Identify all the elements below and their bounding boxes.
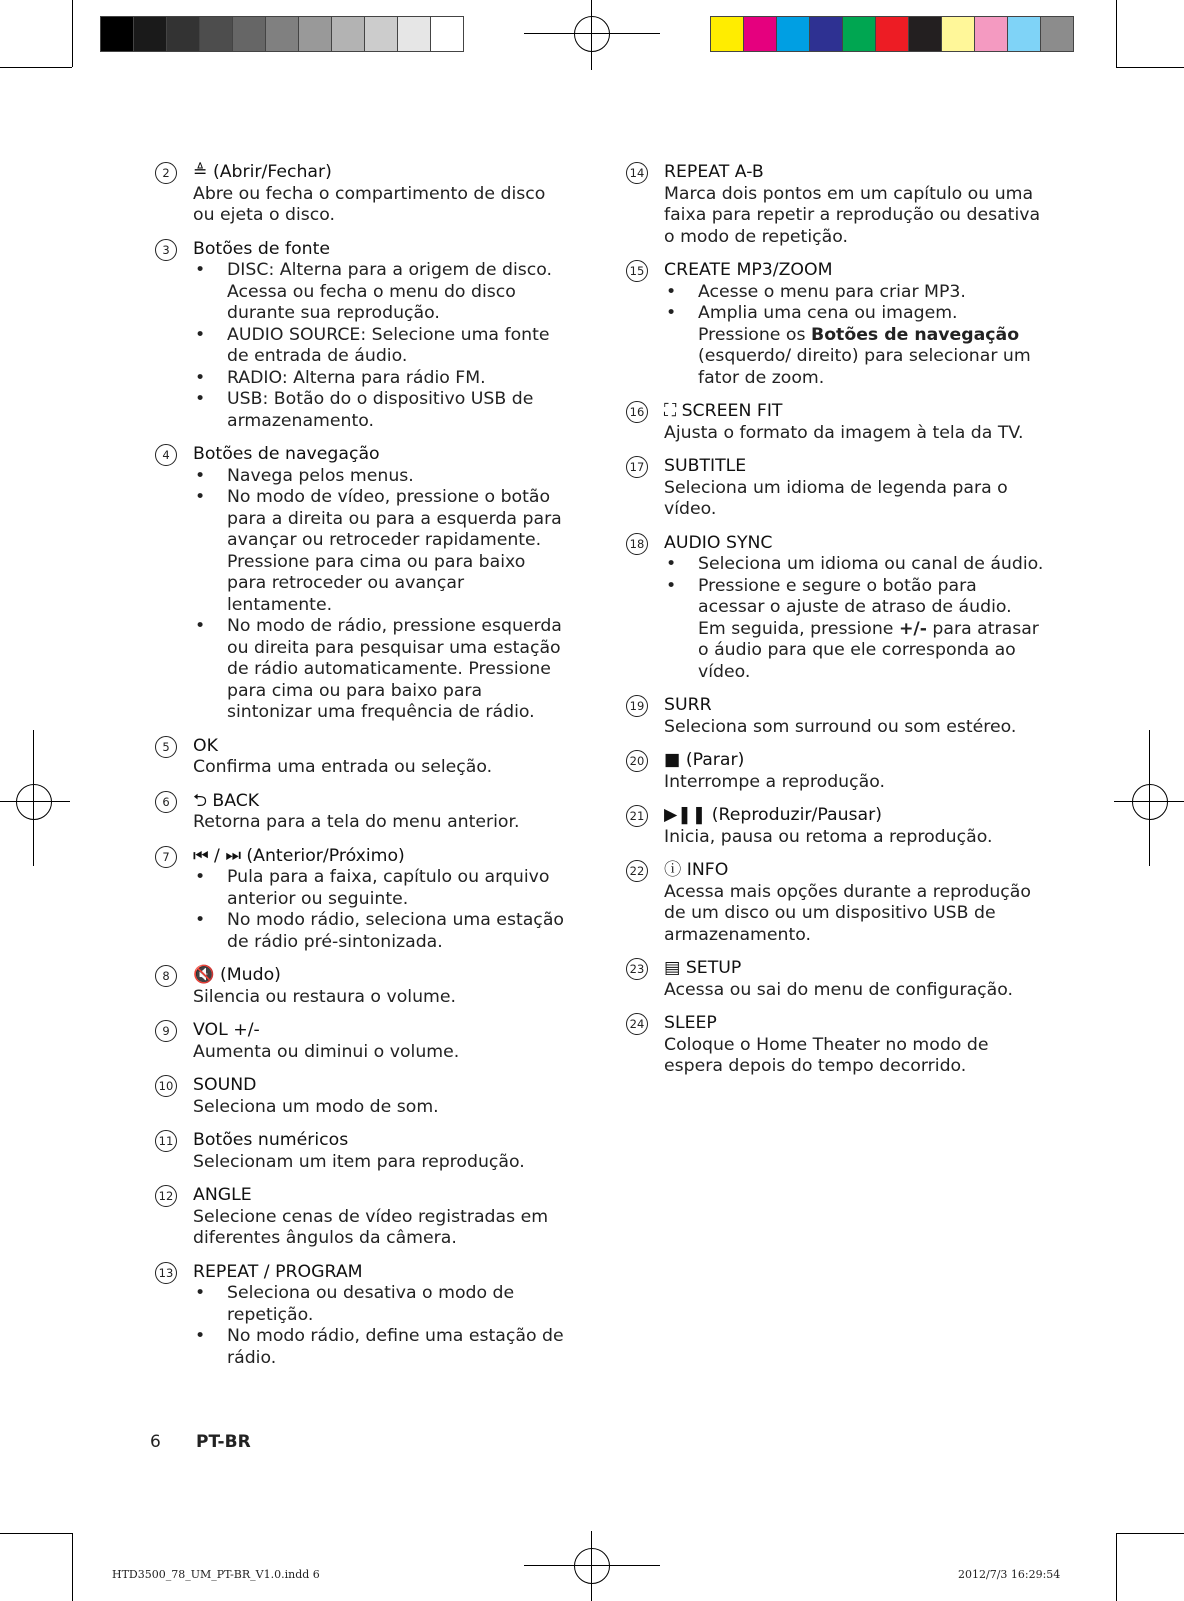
item-title: Botões de fonte bbox=[193, 238, 331, 259]
color-swatch bbox=[843, 17, 876, 51]
key-term: Botões de navegação bbox=[811, 324, 1020, 345]
list-item: • No modo rádio, define uma estação de rádio. bbox=[193, 1326, 568, 1369]
gray-swatch bbox=[332, 17, 365, 51]
item-title: ▶❚❚ (Reproduzir/Pausar) bbox=[664, 805, 882, 825]
item-title: ⛶ SCREEN FIT bbox=[664, 401, 783, 421]
item-description: Silencia ou restaura o volume. bbox=[193, 986, 457, 1007]
bullet-list bbox=[193, 260, 568, 432]
color-swatch bbox=[810, 17, 843, 51]
color-swatch bbox=[1008, 17, 1041, 51]
gray-swatch bbox=[398, 17, 431, 51]
item-number: 5 bbox=[155, 736, 177, 758]
crop-mark bbox=[524, 33, 660, 34]
bullet-list bbox=[193, 466, 568, 724]
item-surr bbox=[629, 695, 1044, 738]
list-item: • No modo de vídeo, pressione o botão para a direita ou para a esquerda para avançar ou retroceder rapidamente. Pressione para cima ou para baixo para retroceder ou avançar lentamente. bbox=[193, 487, 568, 616]
item-number: 3 bbox=[155, 239, 177, 261]
item-number: 6 bbox=[155, 791, 177, 813]
crop-mark bbox=[1116, 67, 1184, 68]
item-description: Seleciona som surround ou som estéreo. bbox=[664, 716, 1017, 737]
gray-swatch bbox=[200, 17, 233, 51]
list-item: • Acesse o menu para criar MP3. bbox=[664, 282, 1044, 304]
item-mute bbox=[162, 965, 568, 1008]
item-description: Abre ou fecha o compartimento de disco ou ejeta o disco. bbox=[193, 183, 546, 225]
item-open-close bbox=[162, 162, 568, 227]
item-number: 12 bbox=[155, 1185, 177, 1207]
key-term: AUDIO SOURCE bbox=[227, 324, 361, 345]
list-item: • No modo de rádio, pressione esquerda ou direita para pesquisar uma estação de rádio automaticamente. Pressione para cima ou para baixo para sintonizar uma frequência de rádio. bbox=[193, 616, 568, 724]
item-title: VOL +/- bbox=[193, 1020, 260, 1040]
item-title: ■ (Parar) bbox=[664, 750, 745, 770]
item-back bbox=[162, 790, 568, 834]
item-description: Selecione cenas de vídeo registradas em diferentes ângulos da câmera. bbox=[193, 1206, 549, 1248]
color-swatch bbox=[711, 17, 744, 51]
bullet-list bbox=[193, 1283, 568, 1369]
item-description: Marca dois pontos em um capítulo ou uma faixa para repetir a reprodução ou desativa o modo de repetição. bbox=[664, 183, 1041, 247]
crop-mark bbox=[1116, 0, 1117, 67]
registration-mark-icon bbox=[16, 784, 52, 820]
item-title: REPEAT / PROGRAM bbox=[193, 1261, 363, 1282]
gray-swatch bbox=[299, 17, 332, 51]
item-number: 22 bbox=[626, 860, 648, 882]
grayscale-bar bbox=[100, 16, 464, 52]
color-swatch bbox=[975, 17, 1008, 51]
item-number: 16 bbox=[626, 401, 648, 423]
crop-mark bbox=[591, 0, 592, 70]
item-title: 🔇 (Mudo) bbox=[193, 965, 281, 985]
bullet-list bbox=[193, 867, 568, 953]
item-title: Botões de navegação bbox=[193, 444, 380, 464]
crop-mark bbox=[72, 1533, 73, 1601]
list-item: • Seleciona ou desativa o modo de repetição. bbox=[193, 1283, 568, 1326]
item-title: ⏮ / ⏭ (Anterior/Próximo) bbox=[193, 845, 405, 866]
crop-mark bbox=[524, 1565, 660, 1566]
item-number: 23 bbox=[626, 958, 648, 980]
gray-swatch bbox=[101, 17, 134, 51]
item-number: 4 bbox=[155, 444, 177, 466]
item-volume bbox=[162, 1020, 568, 1063]
crop-mark bbox=[0, 1533, 72, 1534]
item-source-buttons bbox=[162, 238, 568, 433]
slug-date: 2012/7/3 16:29:54 bbox=[958, 1568, 1061, 1581]
item-number: 10 bbox=[155, 1075, 177, 1097]
item-description: Confirma uma entrada ou seleção. bbox=[193, 757, 493, 777]
right-column bbox=[629, 162, 1044, 1090]
list-text: (esquerdo/ direito) para selecionar um fator de zoom. bbox=[698, 346, 1031, 388]
item-title: SUBTITLE bbox=[664, 456, 747, 476]
item-title: SURR bbox=[664, 695, 712, 715]
list-item: • Seleciona um idioma ou canal de áudio. bbox=[664, 554, 1044, 576]
list-item bbox=[193, 325, 568, 368]
gray-swatch bbox=[365, 17, 398, 51]
item-title: Botões numéricos bbox=[193, 1130, 349, 1150]
item-prev-next bbox=[162, 845, 568, 954]
list-item: • Pula para a faixa, capítulo ou arquivo anterior ou seguinte. bbox=[193, 867, 568, 910]
key-term: +/- bbox=[898, 618, 927, 639]
list-text: : Alterna para rádio FM. bbox=[281, 367, 486, 388]
item-title: ANGLE bbox=[193, 1185, 252, 1205]
bullet-list bbox=[664, 282, 1044, 390]
item-description: Interrompe a reprodução. bbox=[664, 771, 885, 792]
item-number: 18 bbox=[626, 533, 648, 555]
item-play-pause bbox=[629, 805, 1044, 848]
item-description: Ajusta o formato da imagem à tela da TV. bbox=[664, 422, 1024, 443]
list-text: Amplia uma cena ou imagem. Pressione os bbox=[698, 303, 958, 345]
list-text: : Selecione uma fonte de entrada de áudio. bbox=[227, 324, 550, 366]
bullet-list bbox=[664, 554, 1044, 683]
item-number: 15 bbox=[626, 260, 648, 282]
item-number: 7 bbox=[155, 846, 177, 868]
item-stop bbox=[629, 750, 1044, 793]
key-term: DISC bbox=[227, 260, 269, 280]
item-create-mp3-zoom bbox=[629, 260, 1044, 389]
item-navigation-buttons bbox=[162, 444, 568, 724]
item-number: 21 bbox=[626, 805, 648, 827]
crop-mark bbox=[33, 730, 34, 866]
color-swatch bbox=[1041, 17, 1073, 51]
item-screen-fit bbox=[629, 401, 1044, 444]
language-code: PT-BR bbox=[196, 1432, 251, 1452]
item-description: Coloque o Home Theater no modo de espera depois do tempo decorrido. bbox=[664, 1034, 989, 1076]
list-text: para atrasar o áudio para que ele corresponda ao vídeo. bbox=[698, 618, 1039, 682]
registration-mark-icon bbox=[1132, 784, 1168, 820]
item-number: 8 bbox=[155, 965, 177, 987]
item-description: Retorna para a tela do menu anterior. bbox=[193, 812, 520, 832]
item-number: 24 bbox=[626, 1013, 648, 1035]
list-item bbox=[664, 576, 1044, 684]
item-number: 13 bbox=[155, 1262, 177, 1284]
list-text: Pressione e segure o botão para acessar o ajuste de atraso de áudio. Em seguida, pressione bbox=[698, 575, 1012, 639]
item-sleep bbox=[629, 1013, 1044, 1078]
registration-mark-icon bbox=[574, 16, 610, 52]
crop-mark bbox=[1116, 1533, 1117, 1601]
item-title: ≜ (Abrir/Fechar) bbox=[193, 162, 332, 182]
item-number: 14 bbox=[626, 162, 648, 184]
item-title: SOUND bbox=[193, 1075, 257, 1095]
gray-swatch bbox=[167, 17, 200, 51]
item-description: Seleciona um idioma de legenda para o vídeo. bbox=[664, 477, 1008, 519]
slug-filename: HTD3500_78_UM_PT-BR_V1.0.indd 6 bbox=[112, 1568, 320, 1581]
key-term: RADIO bbox=[227, 367, 282, 388]
key-term: USB bbox=[227, 389, 263, 409]
item-angle bbox=[158, 1185, 568, 1250]
item-number: 9 bbox=[155, 1020, 177, 1042]
item-number: 17 bbox=[626, 456, 648, 478]
item-setup bbox=[629, 958, 1044, 1001]
crop-mark bbox=[1149, 730, 1150, 866]
item-numeric-buttons bbox=[158, 1130, 568, 1173]
list-text: : Botão do o dispositivo USB de armazenamento. bbox=[227, 389, 534, 431]
item-title: ⮌ BACK bbox=[193, 790, 260, 811]
color-swatch bbox=[909, 17, 942, 51]
item-title: OK bbox=[193, 735, 218, 756]
item-info bbox=[629, 860, 1044, 946]
gray-swatch bbox=[134, 17, 167, 51]
item-description: Acessa mais opções durante a reprodução de um disco ou um dispositivo USB de armazenamento. bbox=[664, 881, 1031, 945]
registration-mark-icon bbox=[574, 1548, 610, 1584]
gray-swatch bbox=[233, 17, 266, 51]
crop-mark bbox=[72, 0, 73, 67]
item-audio-sync bbox=[629, 532, 1044, 684]
item-title: REPEAT A-B bbox=[664, 162, 764, 182]
list-item bbox=[193, 368, 568, 390]
crop-mark bbox=[1116, 1533, 1184, 1534]
list-text: : Alterna para a origem de disco. Acessa ou fecha o menu do disco durante sua reprodução. bbox=[227, 260, 553, 323]
item-repeat-ab bbox=[629, 162, 1044, 248]
item-description: Selecionam um item para reprodução. bbox=[193, 1151, 525, 1172]
color-swatch bbox=[876, 17, 909, 51]
item-subtitle bbox=[629, 456, 1044, 521]
color-swatch bbox=[744, 17, 777, 51]
item-number: 19 bbox=[626, 695, 648, 717]
crop-mark bbox=[0, 801, 70, 802]
color-swatch bbox=[777, 17, 810, 51]
item-title: CREATE MP3/ZOOM bbox=[664, 260, 833, 280]
item-number: 11 bbox=[155, 1130, 177, 1152]
color-bar bbox=[710, 16, 1074, 52]
left-column bbox=[158, 162, 568, 1381]
item-number: 2 bbox=[155, 162, 177, 184]
crop-mark bbox=[0, 67, 72, 68]
list-item: • No modo rádio, seleciona uma estação de rádio pré-sintonizada. bbox=[193, 910, 568, 953]
gray-swatch bbox=[431, 17, 463, 51]
item-number: 20 bbox=[626, 750, 648, 772]
item-description: Inicia, pausa ou retoma a reprodução. bbox=[664, 826, 993, 847]
item-title: ⓘ INFO bbox=[664, 860, 729, 880]
item-sound bbox=[158, 1075, 568, 1118]
item-repeat-program bbox=[158, 1261, 568, 1370]
item-title: ▤ SETUP bbox=[664, 958, 742, 978]
item-description: Seleciona um modo de som. bbox=[193, 1096, 439, 1117]
page-number: 6 bbox=[150, 1432, 161, 1452]
list-item bbox=[664, 303, 1044, 389]
crop-mark bbox=[591, 1531, 592, 1601]
item-description: Aumenta ou diminui o volume. bbox=[193, 1041, 460, 1062]
list-item bbox=[193, 260, 568, 325]
list-item bbox=[193, 389, 568, 432]
item-title: AUDIO SYNC bbox=[664, 532, 773, 553]
list-item: • Navega pelos menus. bbox=[193, 466, 568, 488]
color-swatch bbox=[942, 17, 975, 51]
gray-swatch bbox=[266, 17, 299, 51]
item-ok bbox=[162, 735, 568, 779]
item-title: SLEEP bbox=[664, 1013, 717, 1033]
item-description: Acessa ou sai do menu de configuração. bbox=[664, 979, 1014, 1000]
